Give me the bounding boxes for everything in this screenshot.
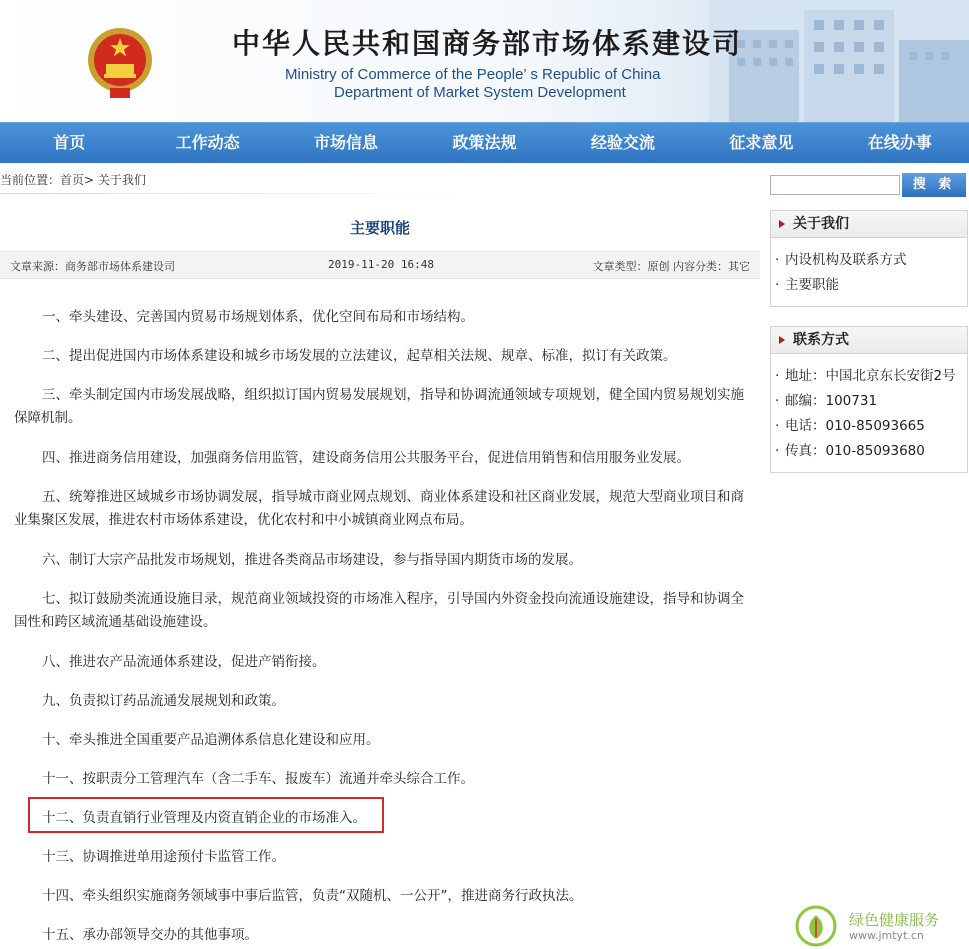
- site-title-en-ministry: Ministry of Commerce of the People’ s Republic of China: [285, 66, 661, 83]
- article-meta-bar: [0, 251, 760, 279]
- breadcrumb: 当前位置：首页> 关于我们: [0, 173, 146, 187]
- article-type: 文章类型：原创 内容分类：其它: [592, 260, 750, 273]
- leaf-logo-icon: [795, 905, 839, 947]
- triangle-bullet-icon: [779, 220, 785, 228]
- contact-phone: · 电话：010-85093665: [771, 414, 967, 439]
- search-button[interactable]: 搜 索: [902, 173, 966, 197]
- about-panel-title: 关于我们: [793, 216, 849, 232]
- about-list: [771, 238, 967, 306]
- nav-item-feedback[interactable]: 征求意见: [729, 133, 794, 152]
- paragraph: 四、推进商务信用建设，加强商务信用监管，建设商务信用公共服务平台，促进信用销售和信用服务业发展。: [42, 450, 690, 466]
- contact-panel: [770, 326, 968, 473]
- highlight-annotation-box: [28, 797, 384, 833]
- watermark: [795, 905, 965, 947]
- nav-item-work-news[interactable]: 工作动态: [175, 133, 240, 152]
- contact-panel-header: [771, 327, 967, 354]
- paragraph: 三、牵头制定国内市场发展战略，组织拟订国内贸易发展规划，指导和协调流通领域专项规划，健全国内贸易规划实施保障机制。: [14, 387, 744, 426]
- contact-list: [771, 354, 967, 472]
- main-nav: [0, 122, 969, 163]
- breadcrumb-divider: [0, 193, 480, 194]
- sidebar-link-departments[interactable]: · 内设机构及联系方式: [771, 248, 967, 273]
- paragraph-highlighted: 十二、负责直销行业管理及内资直销企业的市场准入。: [42, 810, 366, 826]
- paragraph: 九、负责拟订药品流通发展规划和政策。: [42, 693, 285, 709]
- paragraph: 五、统筹推进区域城乡市场协调发展，指导城市商业网点规划、商业体系建设和社区商业发展，规范大型商业项目和商业集聚区发展，推进农村市场体系建设，优化农村和中小城镇商业网点布局。: [14, 489, 744, 528]
- article-source: 文章来源：商务部市场体系建设司: [10, 260, 175, 273]
- watermark-url: www.jmtyt.cn: [849, 929, 924, 942]
- watermark-name: 绿色健康服务: [849, 911, 940, 929]
- nav-item-policies[interactable]: 政策法规: [452, 133, 517, 152]
- article-title: 主要职能: [349, 219, 410, 237]
- contact-address: · 地址：中国北京东长安街2号: [771, 364, 967, 389]
- nav-item-home[interactable]: 首页: [53, 133, 86, 152]
- nav-item-experience[interactable]: 经验交流: [590, 133, 655, 152]
- paragraph: 十三、协调推进单用途预付卡监管工作。: [42, 849, 285, 865]
- paragraph: 七、拟订鼓励类流通设施目录，规范商业领域投资的市场准入程序，引导国内外资金投向流通设施建设，指导和协调全国性和跨区域流通基础设施建设。: [14, 591, 744, 630]
- building-banner-image: [709, 0, 969, 122]
- nav-item-online-service[interactable]: 在线办事: [867, 133, 932, 152]
- triangle-bullet-icon: [779, 336, 785, 344]
- article-date: 2019-11-20 16:48: [328, 258, 434, 271]
- paragraph: 十、牵头推进全国重要产品追溯体系信息化建设和应用。: [42, 732, 380, 748]
- paragraph: 十四、牵头组织实施商务领域事中事后监管，负责“双随机、一公开”，推进商务行政执法。: [42, 888, 583, 904]
- about-panel-header: [771, 211, 967, 238]
- site-title-cn: 中华人民共和国商务部市场体系建设司: [232, 27, 743, 60]
- paragraph: 六、制订大宗产品批发市场规划，推进各类商品市场建设，参与指导国内期货市场的发展。: [42, 552, 582, 568]
- about-panel: [770, 210, 968, 307]
- national-emblem-icon: [84, 22, 156, 102]
- paragraph: 二、提出促进国内市场体系建设和城乡市场发展的立法建议，起草相关法规、规章、标准，拟订有关政策。: [42, 348, 677, 364]
- contact-fax: · 传真：010-85093680: [771, 439, 967, 464]
- contact-panel-title: 联系方式: [793, 332, 849, 348]
- site-title-en-department: Department of Market System Development: [334, 84, 626, 101]
- contact-postcode: · 邮编：100731: [771, 389, 967, 414]
- paragraph: 十一、按职责分工管理汽车（含二手车、报废车）流通并牵头综合工作。: [42, 771, 474, 787]
- paragraph: 十五、承办部领导交办的其他事项。: [42, 927, 258, 943]
- sidebar-link-main-functions[interactable]: · 主要职能: [771, 273, 967, 298]
- site-header: [0, 0, 969, 122]
- paragraph: 八、推进农产品流通体系建设，促进产销衔接。: [42, 654, 326, 670]
- nav-item-market-info[interactable]: 市场信息: [314, 133, 379, 152]
- paragraph: 一、牵头建设、完善国内贸易市场规划体系，优化空间布局和市场结构。: [42, 309, 474, 325]
- search-input[interactable]: [770, 175, 900, 195]
